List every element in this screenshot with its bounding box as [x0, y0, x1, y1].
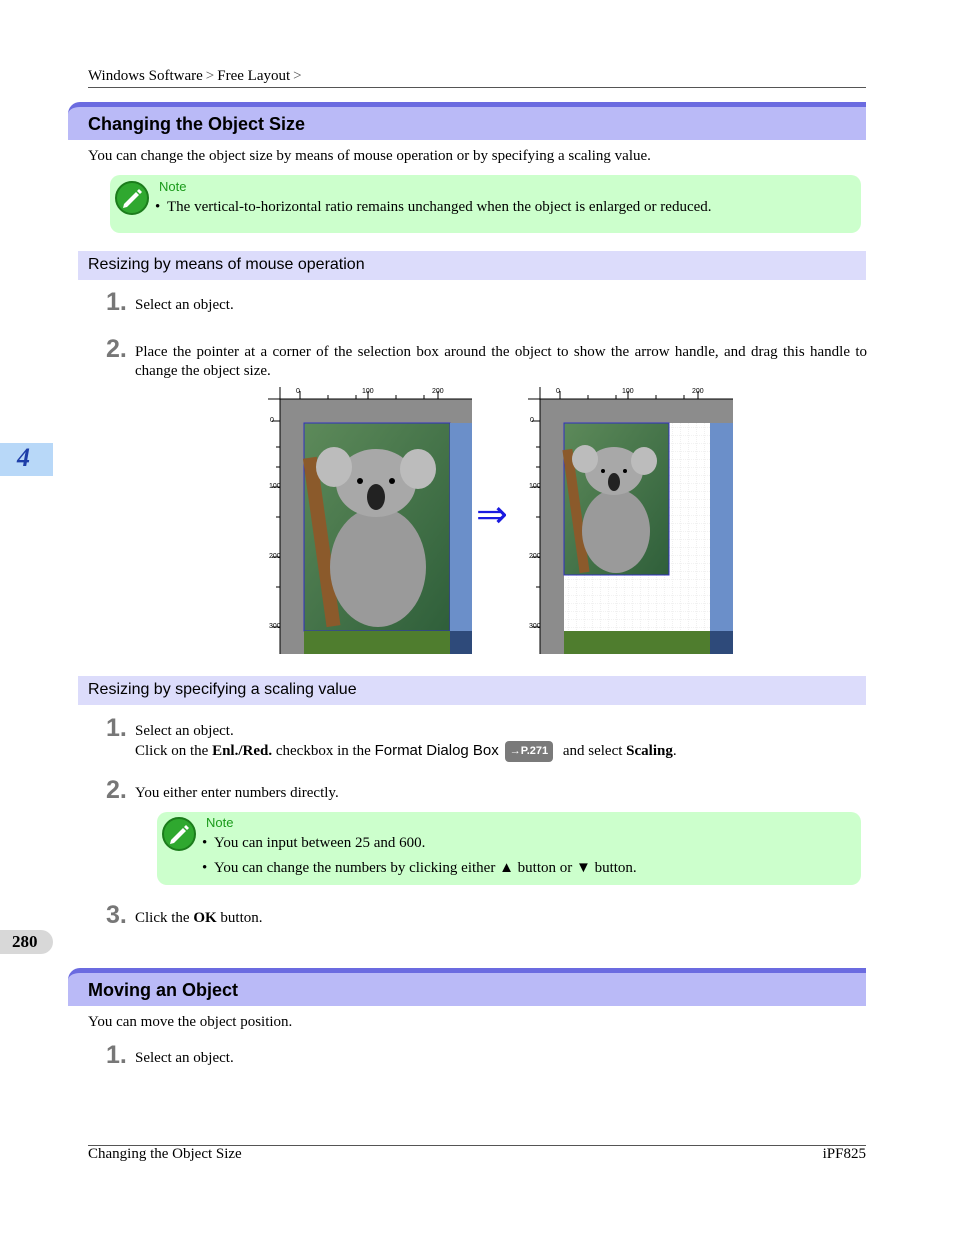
- pencil-icon: [115, 181, 149, 215]
- breadcrumb-item[interactable]: Windows Software: [88, 68, 203, 84]
- ruler-label: 0: [556, 388, 560, 395]
- section-heading-changing-size: [68, 102, 866, 140]
- ruler-label: 0: [530, 417, 534, 424]
- footer-section-title: Changing the Object Size: [88, 1146, 242, 1162]
- page-number-tab: [0, 930, 53, 954]
- note-item: • You can change the numbers by clicking either ▲ button or ▼ button.: [202, 860, 637, 876]
- step-number: 1.: [106, 714, 127, 742]
- figure-after-resize: [528, 387, 733, 654]
- subsection-title: Resizing by specifying a scaling value: [88, 681, 357, 698]
- chapter-number: 4: [17, 443, 30, 472]
- note-label: Note: [159, 179, 187, 194]
- breadcrumb: [88, 67, 305, 85]
- right-double-arrow-icon: ⇒: [476, 492, 508, 536]
- note-box: [110, 175, 861, 233]
- subsection-heading-mouse: [78, 251, 866, 280]
- intro-paragraph: You can move the object position.: [88, 1014, 293, 1030]
- note-label: Note: [206, 815, 234, 830]
- step-text: Place the pointer at a corner of the selection box around the object to show the arrow handle, and drag this handle to change the object size.: [135, 344, 867, 379]
- footer-product-name: iPF825: [822, 1146, 866, 1162]
- ui-term-enl-red: Enl./Red.: [212, 743, 273, 759]
- section-title: Changing the Object Size: [88, 114, 306, 134]
- ruler-label: 300: [269, 623, 281, 630]
- step-text: Select an object.: [135, 723, 234, 739]
- ruler-label: 100: [269, 483, 281, 490]
- text-run: and select: [559, 743, 627, 759]
- ruler-label: 0: [296, 388, 300, 395]
- ruler-label: 100: [622, 388, 634, 395]
- section-heading-moving: [68, 968, 866, 1006]
- step-number: 1.: [106, 288, 127, 316]
- ruler-label: 200: [269, 553, 281, 560]
- ruler-label: 300: [529, 623, 541, 630]
- ruler-label: 200: [529, 553, 541, 560]
- note-item: • The vertical-to-horizontal ratio remains unchanged when the object is enlarged or reduced.: [155, 199, 712, 215]
- step-text: You either enter numbers directly.: [135, 785, 339, 801]
- breadcrumb-separator: >: [293, 68, 302, 84]
- figure-before-resize: [268, 387, 472, 654]
- breadcrumb-item[interactable]: Free Layout: [217, 68, 291, 84]
- note-item: • You can input between 25 and 600.: [202, 835, 426, 851]
- step-text: [135, 909, 263, 928]
- ruler-label: 200: [432, 388, 444, 395]
- step-number: 3.: [106, 901, 127, 929]
- subsection-heading-scaling: [78, 676, 866, 705]
- section-title: Moving an Object: [88, 980, 239, 1000]
- step-number: 1.: [106, 1041, 127, 1069]
- pencil-icon: [162, 817, 196, 851]
- breadcrumb-separator: >: [205, 68, 215, 84]
- header-rule: [88, 87, 866, 88]
- note-box: [157, 812, 861, 885]
- ruler-label: 100: [529, 483, 541, 490]
- chapter-tab[interactable]: [0, 443, 53, 476]
- step-text: Select an object.: [135, 297, 234, 313]
- page-number: 280: [12, 932, 38, 951]
- step-number: 2.: [106, 776, 127, 804]
- text-run: button.: [216, 910, 263, 926]
- ruler-label: 0: [270, 417, 274, 424]
- ui-term-scaling: Scaling: [626, 743, 673, 759]
- note-item-text: The vertical-to-horizontal ratio remains unchanged when the object is enlarged or reduced.: [167, 199, 712, 215]
- ruler-label: 200: [692, 388, 704, 395]
- note-item-text: You can input between 25 and 600.: [214, 835, 426, 851]
- page-reference-badge[interactable]: →P.271: [505, 741, 553, 762]
- note-item-text: You can change the numbers by clicking either ▲ button or ▼ button.: [214, 860, 637, 876]
- text-run: .: [672, 743, 677, 759]
- text-run: Click the: [135, 910, 194, 926]
- step-text: Select an object.: [135, 1050, 234, 1066]
- ui-term-ok: OK: [193, 910, 217, 926]
- text-run: Click on the: [135, 743, 213, 759]
- subsection-title: Resizing by means of mouse operation: [88, 256, 365, 273]
- intro-paragraph: You can change the object size by means of mouse operation or by specifying a scaling value.: [88, 148, 651, 164]
- step-number: 2.: [106, 335, 127, 363]
- link-format-dialog-box[interactable]: Format Dialog Box: [374, 742, 499, 759]
- text-run: checkbox in the: [272, 743, 375, 759]
- step-detail: [135, 741, 677, 762]
- ruler-label: 100: [362, 388, 374, 395]
